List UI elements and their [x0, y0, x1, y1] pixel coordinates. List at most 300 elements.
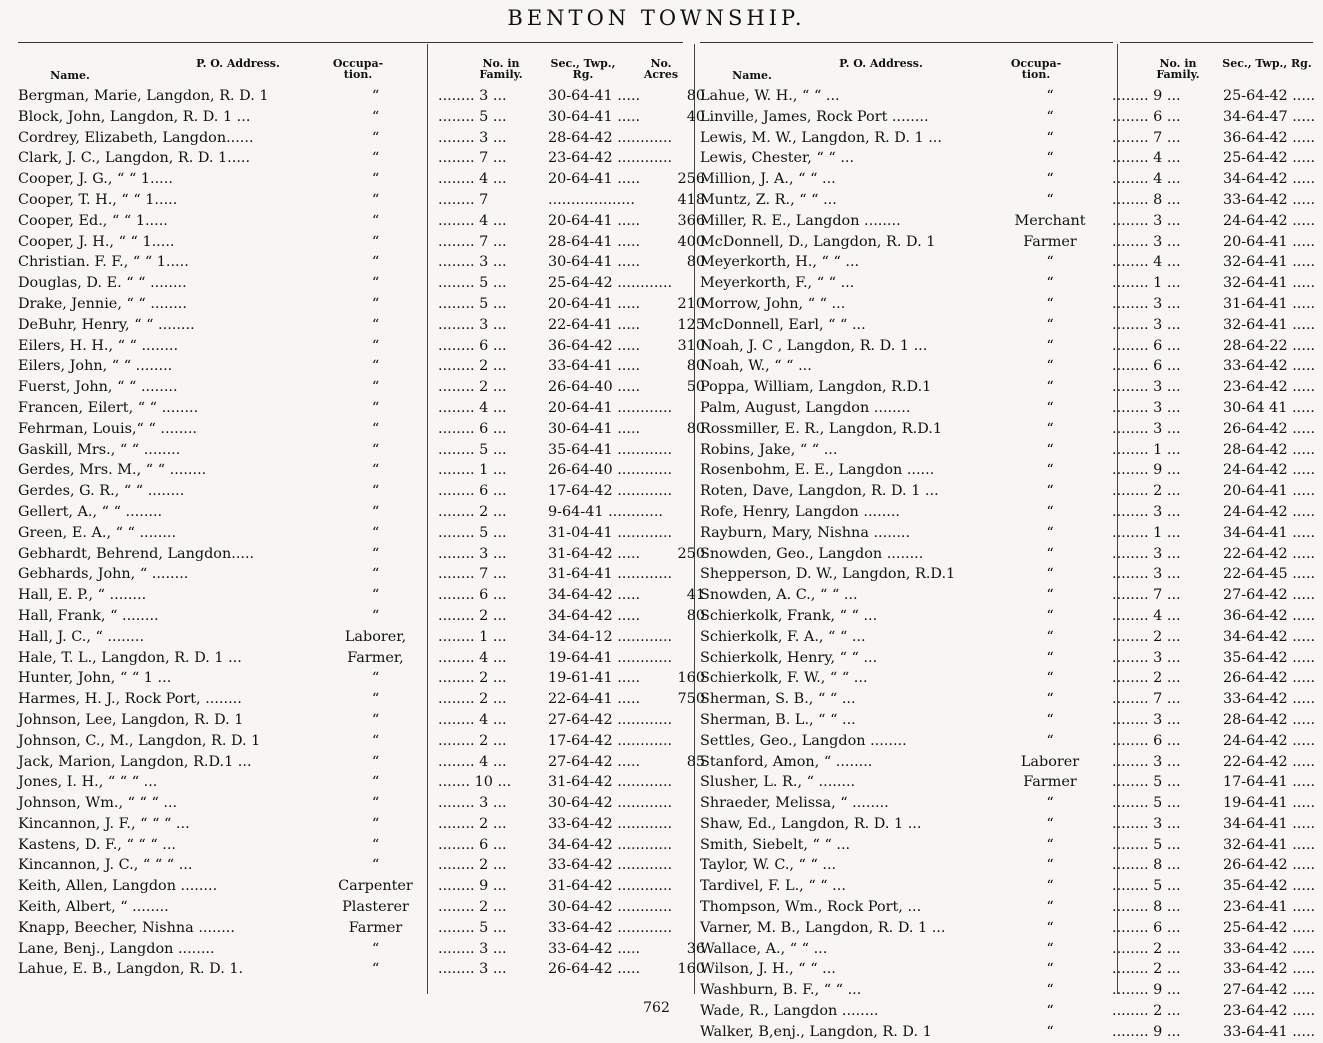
family-count: ........ 1 ... [438, 462, 507, 479]
resident-name-address: Lewis, M. W., Langdon, R. D. 1 ... [700, 129, 942, 146]
acres: 40 [686, 108, 705, 125]
section-township-range: 30-64-41 ..... [548, 88, 641, 104]
occupation: “ [371, 836, 380, 853]
table-row [700, 876, 1316, 897]
section-township-range: 25-64-42 ..... [1223, 88, 1316, 104]
section-township-range: 24-64-42 ..... [1223, 732, 1316, 749]
occupation: “ [371, 940, 380, 957]
occupation: “ [371, 774, 380, 791]
occupation: “ [1046, 691, 1054, 708]
section-township-range: 30-64-41 ..... [548, 108, 641, 125]
section-township-range: 33-64-42 ............ [548, 815, 673, 832]
family-count: ........ 2 ... [438, 691, 507, 708]
table-row [700, 502, 1316, 523]
section-township-range: 30-64-41 ..... [548, 254, 641, 271]
table-row [18, 897, 693, 918]
resident-name-address: Cordrey, Elizabeth, Langdon...... [18, 129, 254, 146]
occupation: “ [1046, 815, 1054, 832]
occupation: “ [371, 191, 380, 208]
table-row [700, 668, 1316, 689]
family-count: ........ 7 ... [438, 150, 507, 167]
occupation: Merchant [1014, 212, 1086, 229]
section-township-range: 28-64-42 ..... [1223, 711, 1316, 728]
family-count: ........ 6 ... [438, 483, 507, 500]
occupation: “ [1046, 191, 1054, 208]
section-township-range: ................... [548, 191, 635, 208]
section-township-range: 22-64-45 ..... [1223, 566, 1316, 583]
resident-name-address: Muntz, Z. R., “ “ ... [700, 191, 837, 208]
resident-name-address: Roten, Dave, Langdon, R. D. 1 ... [700, 483, 939, 500]
family-count: ........ 6 ... [1112, 732, 1181, 749]
resident-name-address: Miller, R. E., Langdon ........ [700, 212, 901, 229]
family-count: ........ 5 ... [1112, 774, 1181, 791]
occupation: “ [1046, 982, 1054, 999]
family-count: ........ 5 ... [1112, 878, 1181, 895]
occupation: “ [371, 337, 380, 354]
table-row [700, 481, 1316, 502]
family-count: ........ 5 ... [438, 108, 507, 125]
family-count: ........ 7 ... [438, 233, 507, 250]
section-township-range: 33-64-42 ..... [1223, 691, 1316, 708]
occupation: “ [1046, 254, 1054, 271]
section-township-range: 22-64-42 ..... [1223, 753, 1316, 770]
resident-name-address: Tardivel, F. L., “ “ ... [700, 878, 846, 895]
resident-name-address: Meyerkorth, H., “ “ ... [700, 254, 860, 271]
table-row [700, 959, 1316, 980]
resident-name-address: Settles, Geo., Langdon ........ [700, 732, 907, 749]
occupation: “ [371, 691, 380, 708]
resident-name-address: Drake, Jennie, “ “ ........ [18, 295, 187, 312]
family-count: ........ 2 ... [1112, 940, 1181, 957]
family-count: ........ 7 ... [1112, 587, 1181, 604]
occupation: “ [1046, 878, 1054, 895]
occupation: “ [1046, 607, 1054, 624]
family-count: ........ 1 ... [1112, 441, 1181, 458]
section-township-range: 30-64-42 ............ [548, 795, 673, 812]
occupation: “ [1046, 275, 1054, 292]
table-row [18, 502, 693, 523]
family-count: ........ 7 ... [438, 566, 507, 583]
acres: 80 [686, 254, 705, 271]
family-count: ........ 3 ... [1112, 420, 1181, 437]
table-row [18, 752, 705, 773]
section-township-range: 30-64-41 ..... [548, 420, 641, 437]
family-count: ........ 3 ... [438, 129, 507, 146]
section-township-range: 34-64-42 ..... [1223, 628, 1316, 645]
table-row [18, 710, 693, 731]
occupation: “ [1046, 399, 1054, 416]
section-township-range: 20-64-41 ............ [548, 399, 673, 416]
section-township-range: 31-64-42 ............ [548, 774, 673, 791]
section-township-range: 28-64-42 ............ [548, 129, 673, 146]
table-row [18, 336, 705, 357]
header-family-left: No. in Family. [479, 57, 523, 81]
section-township-range: 17-64-42 ............ [548, 483, 673, 500]
section-township-range: 34-64-42 ..... [1223, 171, 1316, 188]
family-count: ........ 2 ... [1112, 961, 1181, 978]
family-count: ........ 6 ... [1112, 358, 1181, 375]
table-row [18, 855, 693, 876]
occupation: “ [1046, 732, 1054, 749]
section-township-range: 26-64-40 ............ [548, 462, 673, 479]
table-row [700, 606, 1316, 627]
acres: 210 [677, 295, 705, 312]
section-township-range: 32-64-41 ..... [1223, 836, 1316, 853]
occupation: “ [1046, 88, 1054, 104]
resident-name-address: Rofe, Henry, Langdon ........ [700, 503, 900, 520]
family-count: ........ 2 ... [1112, 628, 1181, 645]
resident-name-address: Lahue, W. H., “ “ ... [700, 88, 840, 104]
table-row [700, 648, 1316, 669]
family-count: ........ 7 ... [1112, 129, 1181, 146]
resident-name-address: Clark, J. C., Langdon, R. D. 1..... [18, 150, 251, 167]
resident-name-address: Keith, Allen, Langdon ........ [18, 878, 218, 895]
occupation: “ [1046, 441, 1054, 458]
table-row [700, 419, 1316, 440]
resident-name-address: Meyerkorth, F., “ “ ... [700, 275, 855, 292]
section-township-range: 27-64-42 ............ [548, 711, 673, 728]
family-count: ........ 4 ... [438, 711, 507, 728]
section-township-range: 22-64-41 ..... [548, 691, 641, 708]
resident-name-address: Fehrman, Louis,“ “ ........ [18, 420, 198, 437]
occupation: “ [1046, 108, 1054, 125]
family-count: ........ 4 ... [1112, 607, 1181, 624]
table-row [18, 377, 705, 398]
section-township-range: 31-64-42 ............ [548, 878, 673, 895]
acres: 160 [677, 670, 705, 687]
table-row [700, 294, 1316, 315]
section-township-range: 33-64-41 ..... [548, 358, 641, 375]
family-count: ........ 4 ... [438, 753, 507, 770]
section-township-range: 33-64-42 ..... [1223, 940, 1316, 957]
family-count: ........ 3 ... [1112, 815, 1181, 832]
occupation: Farmer [348, 919, 403, 936]
resident-name-address: Johnson, Wm., “ “ “ ... [18, 795, 178, 812]
header-occupation-right: Occupa- tion. [1010, 57, 1062, 81]
occupation: Laborer, [344, 628, 407, 645]
table-row [700, 689, 1316, 710]
resident-name-address: Sherman, B. L., “ “ ... [700, 711, 856, 728]
table-row [18, 294, 705, 315]
family-count: ........ 3 ... [1112, 566, 1181, 583]
table-row [700, 377, 1316, 398]
occupation: “ [371, 88, 380, 104]
table-row [700, 585, 1316, 606]
family-count: ........ 6 ... [438, 337, 507, 354]
resident-name-address: Taylor, W. C., “ “ ... [700, 857, 837, 874]
occupation: “ [1046, 940, 1054, 957]
family-count: ........ 8 ... [1112, 191, 1181, 208]
section-township-range: 33-64-42 ..... [1223, 358, 1316, 375]
section-township-range: 9-64-41 ............ [548, 503, 663, 520]
section-township-range: 19-64-41 ............ [548, 649, 673, 666]
occupation: “ [1046, 379, 1054, 396]
occupation: “ [371, 795, 380, 812]
occupation: “ [371, 857, 380, 874]
section-township-range: 33-64-41 ..... [1223, 1023, 1316, 1040]
resident-name-address: Hall, Frank, “ ........ [18, 607, 159, 624]
table-row [18, 169, 705, 190]
occupation: “ [1046, 295, 1054, 312]
acres: 310 [677, 337, 705, 354]
family-count: ........ 2 ... [438, 607, 507, 624]
occupation: “ [1046, 129, 1054, 146]
resident-name-address: Palm, August, Langdon ........ [700, 399, 911, 416]
occupation: “ [371, 254, 380, 271]
section-township-range: 26-64-42 ..... [548, 961, 641, 978]
occupation: “ [1046, 420, 1054, 437]
occupation: “ [371, 815, 380, 832]
family-count: ........ 3 ... [438, 88, 507, 104]
section-township-range: 34-64-12 ............ [548, 628, 673, 645]
resident-name-address: Gerdes, G. R., “ “ ........ [18, 483, 185, 500]
section-township-range: 25-64-42 ..... [1223, 919, 1316, 936]
occupation: “ [1046, 545, 1054, 562]
section-township-range: 26-64-42 ..... [1223, 857, 1316, 874]
table-row [700, 897, 1316, 918]
section-township-range: 34-64-42 ..... [548, 607, 641, 624]
table-row [700, 356, 1316, 377]
family-count: ........ 4 ... [1112, 150, 1181, 167]
section-township-range: 24-64-42 ..... [1223, 462, 1316, 479]
family-count: ........ 4 ... [438, 212, 507, 229]
section-township-range: 20-64-41 ..... [548, 212, 641, 229]
section-township-range: 34-64-47 ..... [1223, 108, 1316, 125]
family-count: ........ 6 ... [1112, 108, 1181, 125]
table-row [18, 564, 693, 585]
table-row [18, 398, 693, 419]
section-township-range: 33-64-42 ............ [548, 919, 673, 936]
resident-name-address: Johnson, C., M., Langdon, R. D. 1 [18, 732, 261, 749]
header-family-right: No. in Family. [1156, 57, 1200, 81]
section-township-range: 24-64-42 ..... [1223, 212, 1316, 229]
table-row [18, 440, 693, 461]
occupation: “ [371, 607, 380, 624]
section-township-range: 23-64-42 ..... [1223, 1003, 1316, 1020]
resident-name-address: Cooper, Ed., “ “ 1..... [18, 212, 168, 229]
occupation: “ [371, 108, 380, 125]
acres: 366 [677, 212, 705, 229]
resident-name-address: Knapp, Beecher, Nishna ........ [18, 919, 235, 936]
section-township-range: 24-64-42 ..... [1223, 503, 1316, 520]
acres: 80 [686, 420, 705, 437]
section-township-range: 31-04-41 ............ [548, 524, 673, 541]
occupation: “ [371, 961, 380, 978]
family-count: ........ 2 ... [438, 358, 507, 375]
occupation: “ [1046, 566, 1054, 583]
occupation: Laborer [1020, 753, 1080, 770]
resident-name-address: Bergman, Marie, Langdon, R. D. 1 [18, 88, 269, 104]
section-township-range: 22-64-42 ..... [1223, 545, 1316, 562]
section-township-range: 34-64-42 ..... [548, 587, 641, 604]
resident-name-address: Washburn, B. F., “ “ ... [700, 982, 862, 999]
resident-name-address: Fuerst, John, “ “ ........ [18, 379, 178, 396]
table-row [700, 564, 1316, 585]
family-count: ........ 3 ... [1112, 212, 1181, 229]
table-row [700, 814, 1316, 835]
resident-name-address: Kincannon, J. F., “ “ “ ... [18, 815, 190, 832]
resident-name-address: Hall, J. C., “ ........ [18, 628, 145, 645]
header-po-address-right: P. O. Address. [839, 57, 923, 70]
page-number: 762 [643, 1000, 670, 1016]
header-acres-left: No. Acres [643, 57, 679, 81]
resident-name-address: DeBuhr, Henry, “ “ ........ [18, 316, 195, 333]
section-township-range: 33-64-42 ..... [1223, 191, 1316, 208]
resident-name-address: Jack, Marion, Langdon, R.D.1 ... [18, 753, 252, 770]
section-township-range: 28-64-41 ..... [548, 233, 641, 250]
occupation: “ [1046, 961, 1054, 978]
resident-name-address: Snowden, A. C., “ “ ... [700, 587, 858, 604]
occupation: “ [1046, 358, 1054, 375]
section-township-range: 32-64-41 ..... [1223, 316, 1316, 333]
resident-name-address: Rayburn, Mary, Nishna ........ [700, 524, 911, 541]
section-township-range: 19-64-41 ..... [1223, 795, 1316, 812]
resident-name-address: Gerdes, Mrs. M., “ “ ........ [18, 462, 207, 479]
occupation: “ [1046, 462, 1054, 479]
resident-name-address: Cooper, T. H., “ “ 1..... [18, 191, 178, 208]
occupation: “ [371, 399, 380, 416]
section-township-range: 34-64-41 ..... [1223, 524, 1316, 541]
table-row [700, 148, 1316, 169]
header-name-right: Name. [732, 69, 772, 82]
occupation: “ [371, 732, 380, 749]
family-count: ........ 1 ... [438, 628, 507, 645]
family-count: ........ 2 ... [438, 670, 507, 687]
section-township-range: 19-61-41 ..... [548, 670, 641, 687]
family-count: ........ 3 ... [1112, 316, 1181, 333]
table-row [700, 544, 1316, 565]
family-count: ....... 10 ... [438, 774, 512, 791]
resident-name-address: Hale, T. L., Langdon, R. D. 1 ... [18, 649, 242, 666]
resident-name-address: Morrow, John, “ “ ... [700, 295, 846, 312]
family-count: ........ 3 ... [1112, 545, 1181, 562]
resident-name-address: Noah, J. C , Langdon, R. D. 1 ... [700, 337, 928, 354]
table-row [700, 731, 1316, 752]
acres: 400 [677, 233, 705, 250]
table-row [18, 876, 693, 897]
section-township-range: 22-64-41 ..... [548, 316, 641, 333]
family-count: ........ 4 ... [1112, 171, 1181, 188]
section-township-range: 27-64-42 ..... [548, 753, 641, 770]
table-row [700, 710, 1316, 731]
section-township-range: 25-64-42 ..... [1223, 150, 1316, 167]
table-row [18, 835, 693, 856]
acres: 256 [677, 171, 705, 188]
acres: 85 [686, 753, 705, 770]
resident-name-address: Gebhards, John, “ ........ [18, 566, 189, 583]
occupation: “ [1046, 524, 1054, 541]
header-occupation-left: Occupa- tion. [332, 57, 384, 81]
section-township-range: 23-64-41 ..... [1223, 899, 1316, 916]
table-row [18, 148, 693, 169]
header-rule-mid [700, 42, 1113, 43]
family-count: ........ 5 ... [438, 295, 507, 312]
family-count: ........ 4 ... [438, 649, 507, 666]
resident-name-address: Thompson, Wm., Rock Port, ... [700, 899, 922, 916]
resident-name-address: Keith, Albert, “ ........ [18, 899, 169, 916]
occupation: “ [1046, 316, 1054, 333]
resident-name-address: Block, John, Langdon, R. D. 1 ... [18, 108, 251, 125]
table-row [700, 627, 1316, 648]
resident-name-address: Schierkolk, F. A., “ “ ... [700, 628, 866, 645]
resident-name-address: Wilson, J. H., “ “ ... [700, 961, 836, 978]
family-count: ........ 7 [438, 191, 489, 208]
occupation: “ [371, 670, 380, 687]
section-township-range: 36-64-42 ..... [1223, 129, 1316, 146]
table-row [18, 731, 693, 752]
table-row [18, 273, 693, 294]
occupation: “ [371, 150, 380, 167]
table-row [18, 772, 693, 793]
family-count: ........ 6 ... [1112, 337, 1181, 354]
family-count: ........ 3 ... [1112, 649, 1181, 666]
table-row [18, 668, 705, 689]
occupation: “ [1046, 649, 1054, 666]
resident-name-address: Jones, I. H., “ “ “ ... [18, 774, 158, 791]
table-row [700, 835, 1316, 856]
occupation: “ [371, 420, 380, 437]
section-township-range: 25-64-42 ............ [548, 275, 673, 292]
resident-name-address: Gebhardt, Behrend, Langdon..... [18, 545, 255, 562]
table-row [700, 86, 1316, 107]
resident-name-address: Million, J. A., “ “ ... [700, 171, 836, 188]
table-row [18, 460, 693, 481]
table-row [18, 481, 693, 502]
section-township-range: 34-64-42 ............ [548, 836, 673, 853]
table-row [700, 273, 1316, 294]
occupation: “ [371, 212, 380, 229]
family-count: ........ 9 ... [1112, 88, 1181, 104]
resident-name-address: McDonnell, Earl, “ “ ... [700, 316, 866, 333]
resident-name-address: Francen, Eilert, “ “ ........ [18, 399, 199, 416]
family-count: ........ 2 ... [1112, 670, 1181, 687]
occupation: “ [371, 233, 380, 250]
section-township-range: 33-64-42 ..... [548, 940, 641, 957]
occupation: “ [1046, 587, 1054, 604]
table-row [18, 918, 693, 939]
occupation: Farmer, [347, 649, 404, 666]
resident-name-address: Noah, W., “ “ ... [700, 358, 812, 375]
occupation: “ [1046, 836, 1054, 853]
family-count: ........ 2 ... [438, 899, 507, 916]
section-township-range: 26-64-40 ..... [548, 379, 641, 396]
table-row [18, 627, 693, 648]
occupation: “ [371, 711, 380, 728]
table-row [700, 315, 1316, 336]
family-count: ........ 3 ... [1112, 753, 1181, 770]
table-row [18, 232, 705, 253]
table-row [18, 419, 705, 440]
occupation: “ [1046, 628, 1054, 645]
resident-name-address: Robins, Jake, “ “ ... [700, 441, 838, 458]
family-count: ........ 2 ... [438, 503, 507, 520]
section-township-range: 32-64-41 ..... [1223, 254, 1316, 271]
resident-name-address: Slusher, L. R., “ ........ [700, 774, 856, 791]
resident-name-address: Douglas, D. E. “ “ ........ [18, 275, 187, 292]
section-township-range: 28-64-22 ..... [1223, 337, 1316, 354]
occupation: “ [371, 358, 380, 375]
resident-name-address: Stanford, Amon, “ ........ [700, 753, 873, 770]
table-row [18, 959, 705, 980]
family-count: ........ 5 ... [438, 275, 507, 292]
resident-name-address: Hall, E. P., “ ........ [18, 587, 147, 604]
acres: 160 [677, 961, 705, 978]
section-township-range: 30-64 41 ..... [1223, 399, 1315, 416]
family-count: ........ 5 ... [1112, 795, 1181, 812]
table-row [700, 252, 1316, 273]
family-count: ........ 2 ... [1112, 483, 1181, 500]
family-count: ........ 8 ... [1112, 857, 1181, 874]
